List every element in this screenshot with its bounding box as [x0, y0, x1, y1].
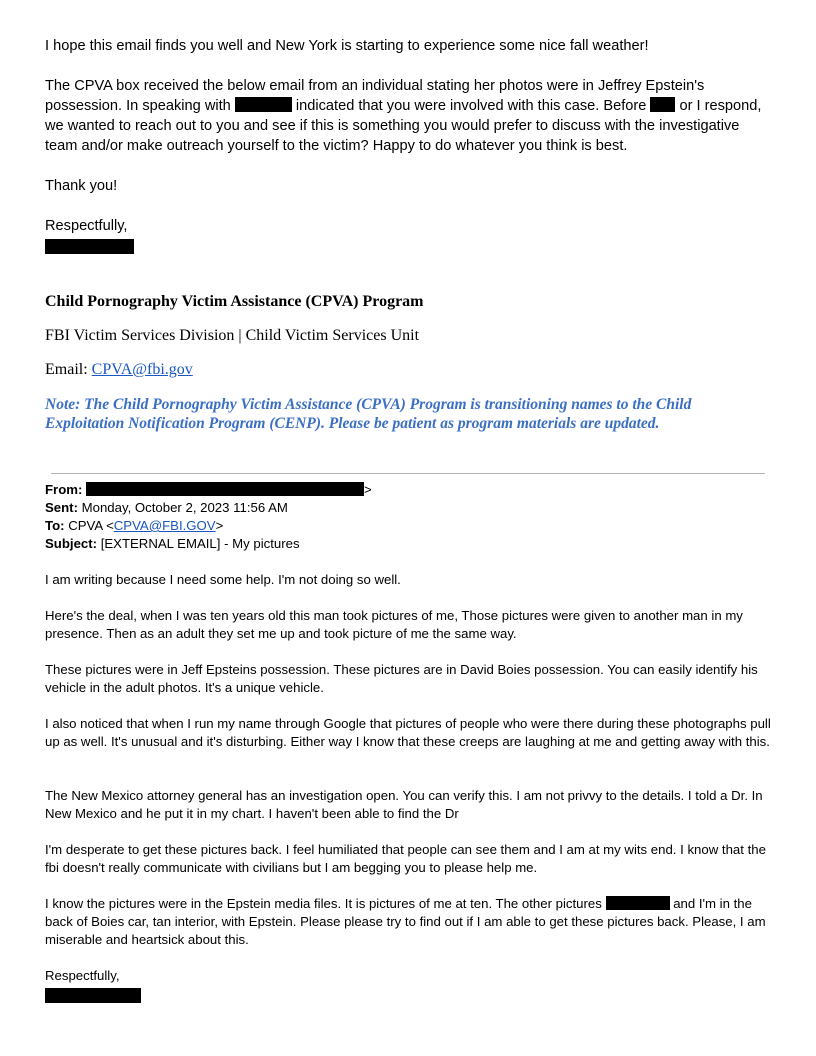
redaction-block — [235, 97, 292, 112]
to-label: To: — [45, 518, 65, 533]
subject-label: Subject: — [45, 536, 98, 551]
greeting-paragraph: I hope this email finds you well and New York is starting to experience some nice fall weather! — [45, 38, 649, 54]
body-paragraph-6: I'm desperate to get these pictures back. I feel humiliated that people can see them and I am at my wits end. I know that the fbi doesn't really communicate with civilians but I am begging you to please help me. — [45, 842, 766, 875]
request-text-3: or I respond, we wanted to reach out to you and see if this is something you would prefer to discuss with the investigative team and/or make outreach yourself to the victim? Happy to do whatever you think is best. — [45, 98, 762, 154]
sender-name-redaction — [45, 988, 141, 1003]
signature-email-line — [45, 360, 775, 380]
sender-name-redaction — [45, 239, 134, 254]
signature-email-link[interactable]: CPVA@fbi.gov — [91, 361, 193, 378]
thanks-line: Thank you! — [45, 178, 118, 194]
redaction-block — [606, 896, 670, 910]
redaction-block — [650, 97, 675, 112]
sent-label: Sent: — [45, 500, 78, 515]
signature-email-label: Email: — [45, 361, 88, 378]
to-line — [45, 517, 775, 535]
request-paragraph — [45, 76, 775, 156]
to-name: CPVA < — [68, 518, 114, 533]
body-closing: Respectfully, — [45, 968, 120, 983]
subject-value: [EXTERNAL EMAIL] - My pictures — [100, 536, 300, 551]
request-text-1: The CPVA box received the below email from an individual stating her photos were in Jeffrey Epstein's possession. In speaking with — [45, 78, 705, 114]
body-paragraph-7 — [45, 895, 773, 949]
body-paragraph-3: These pictures were in Jeff Epsteins possession. These pictures are in David Boies possession. You can easily identify his vehicle in the adult photos. It's a unique vehicle. — [45, 662, 758, 695]
redaction-block — [86, 482, 364, 496]
to-email-link[interactable]: CPVA@FBI.GOV — [113, 518, 216, 533]
signature-note: Note: The Child Pornography Victim Assistance (CPVA) Program is transitioning names to the Child Exploitation Notification Program (CENP). Please be patient as program materials are updated. — [45, 396, 692, 432]
sent-value: Monday, October 2, 2023 11:56 AM — [81, 500, 288, 515]
body-paragraph-4: I also noticed that when I run my name through Google that pictures of people who were there during these photographs pull up as well. It's unusual and it's disturbing. Either way I know that these creeps are laughing at me and getting away with this. — [45, 716, 771, 749]
closing-line: Respectfully, — [45, 218, 128, 234]
from-suffix: > — [364, 482, 372, 497]
subject-line — [45, 535, 775, 553]
body-paragraph-5: The New Mexico attorney general has an investigation open. You can verify this. I am not privvy to the details. I told a Dr. In New Mexico and he put it in my chart. I haven't been able to find the Dr — [45, 788, 763, 821]
sent-line — [45, 499, 775, 517]
to-suffix: > — [215, 518, 224, 533]
from-label: From: — [45, 482, 83, 497]
signature-heading: Child Pornography Victim Assistance (CPVA) Program — [45, 293, 424, 310]
body-p7-text-1: I know the pictures were in the Epstein media files. It is pictures of me at ten. The other pictures — [45, 896, 602, 911]
divider — [51, 473, 765, 474]
signature-division: FBI Victim Services Division | Child Victim Services Unit — [45, 327, 420, 344]
body-paragraph-2: Here's the deal, when I was ten years old this man took pictures of me, Those pictures were given to another man in my presence. Then as an adult they set me up and took picture of me the same way. — [45, 608, 743, 641]
request-text-2: indicated that you were involved with this case. Before — [295, 98, 647, 114]
body-p7-text-2: and I'm in the back of Boies car, tan interior, with Epstein. Please please try to find out if I am able to get these pictures back. Please, I am miserable and heartsick about this. — [45, 896, 766, 947]
body-paragraph-1: I am writing because I need some help. I'm not doing so well. — [45, 572, 401, 587]
from-line — [45, 481, 775, 499]
